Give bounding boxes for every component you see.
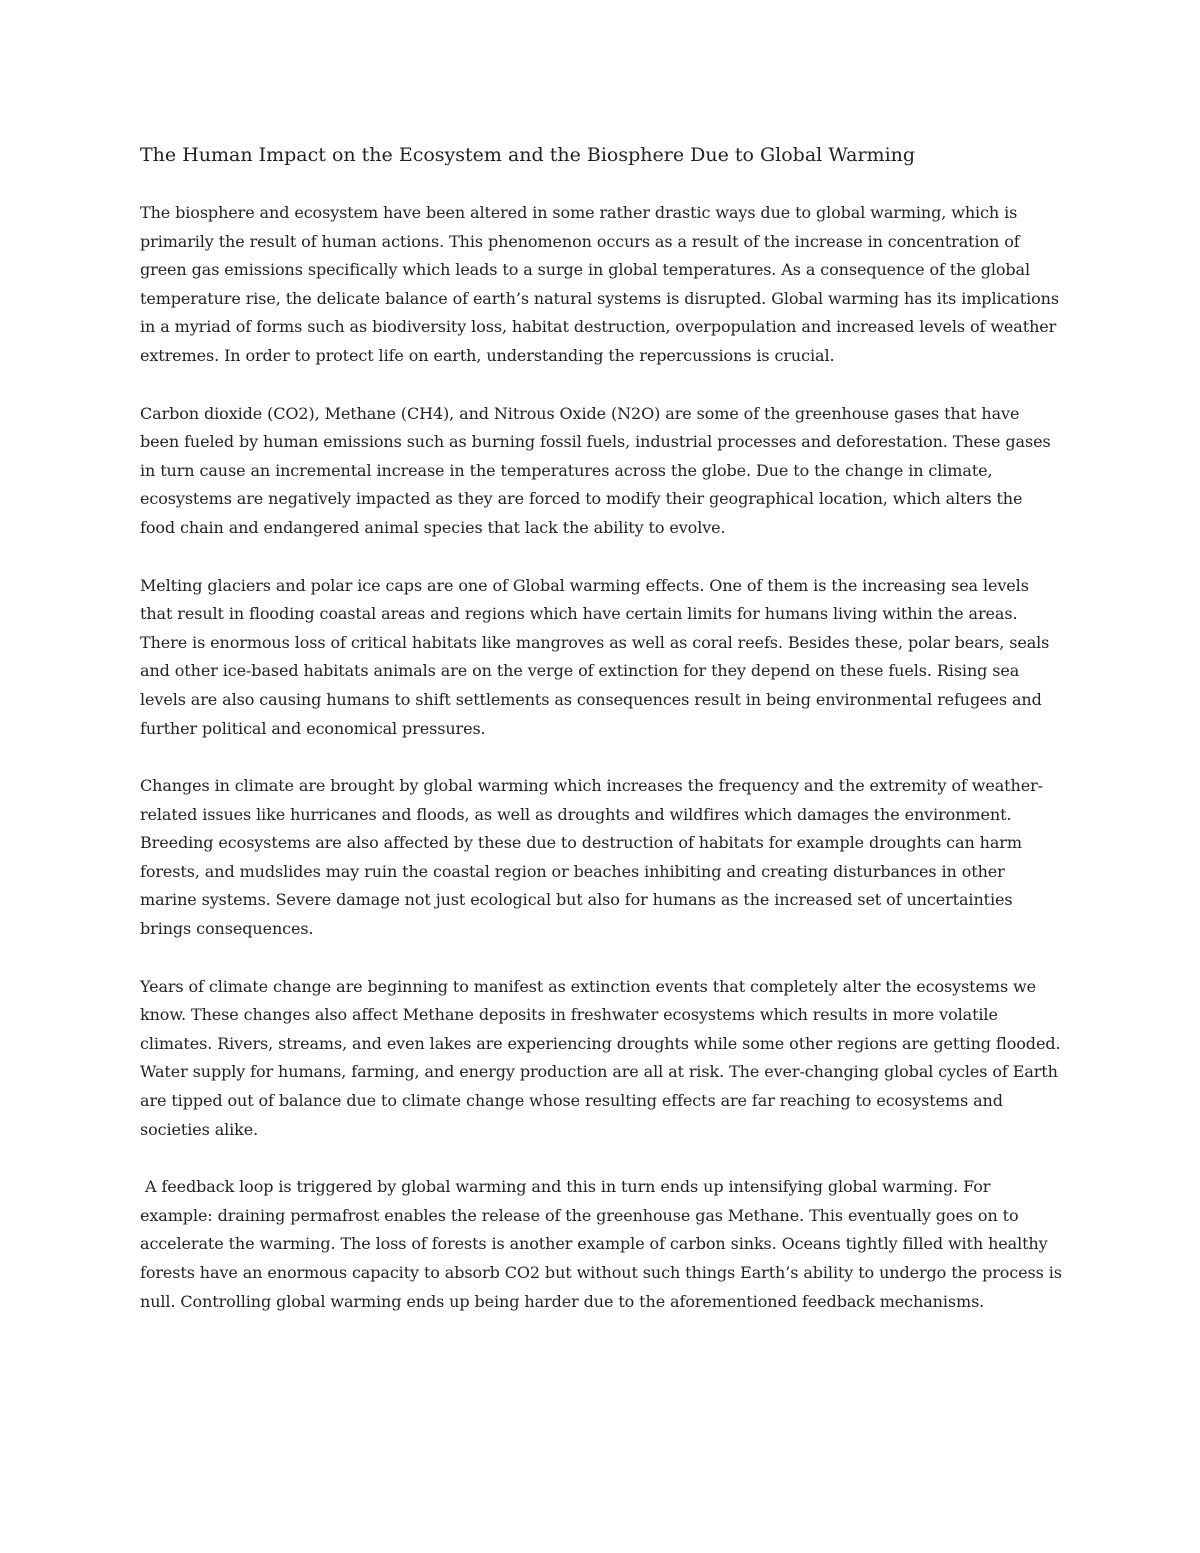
paragraph-extinction-events: Years of climate change are beginning to manifest as extinction events that completely alter the ecosystems we know. These changes also affect Methane deposits in freshwater ecosystems which results in more volatile climates. Rivers, streams, and even lakes are experiencing droughts while some other regions are getting flooded. Water supply for humans, farming, and energy production are all at risk. The ever-changing global cycles of Earth are tipped out of balance due to climate change whose resulting effects are far reaching to ecosystems and societies alike. xyxy=(140,976,1066,1139)
paragraph-intro: The biosphere and ecosystem have been altered in some rather drastic ways due to global warming, which is primarily the result of human actions. This phenomenon occurs as a result of the increase in concentration of green gas emissions specifically which leads to a surge in global temperatures. As a consequence of the global temperature rise, the delicate balance of earth’s natural systems is disrupted. Global warming has its implications in a myriad of forms such as biodiversity loss, habitat destruction, overpopulation and increased levels of weather extremes. In order to protect life on earth, understanding the repercussions is crucial. xyxy=(140,203,1064,365)
document-body xyxy=(140,141,1067,1316)
paragraph-greenhouse-gases: Carbon dioxide (CO2), Methane (CH4), and Nitrous Oxide (N2O) are some of the greenhouse gases that have been fueled by human emissions such as burning fossil fuels, industrial processes and deforestation. These gases in turn cause an incremental increase in the temperatures across the globe. Due to the change in climate, ecosystems are negatively impacted as they are forced to modify their geographical location, which alters the food chain and endangered animal species that lack the ability to evolve. xyxy=(140,403,1056,537)
paragraph-melting-glaciers: Melting glaciers and polar ice caps are one of Global warming effects. One of them is the increasing sea levels that result in flooding coastal areas and regions which have certain limits for humans living within the areas. There is enormous loss of critical habitats like mangroves as well as coral reefs. Besides these, polar bears, seals and other ice-based habitats animals are on the verge of extinction for they depend on these fuels. Rising sea levels are also causing humans to shift settlements as consequences result in being environmental refugees and further political and economical pressures. xyxy=(140,575,1055,738)
document-title: The Human Impact on the Ecosystem and the Biosphere Due to Global Warming xyxy=(140,144,916,166)
paragraph-weather-extremes: Changes in climate are brought by global warming which increases the frequency and the extremity of weather-related issues like hurricanes and floods, as well as droughts and wildfires which damages the environment. Breeding ecosystems are also affected by these due to destruction of habitats for example droughts can harm forests, and mudslides may ruin the coastal region or beaches inhibiting and creating disturbances in other marine systems. Severe damage not just ecological but also for humans as the increased set of uncertainties brings consequences. xyxy=(140,776,1043,939)
paragraph-feedback-loop: A feedback loop is triggered by global warming and this in turn ends up intensifying global warming. For example: draining permafrost enables the release of the greenhouse gas Methane. This eventually goes on to accelerate the warming. The loss of forests is another example of carbon sinks. Oceans tightly filled with healthy forests have an enormous capacity to absorb CO2 but without such things Earth’s ability to undergo the process is null. Controlling global warming ends up being harder due to the aforementioned feedback mechanisms. xyxy=(140,1177,1067,1311)
